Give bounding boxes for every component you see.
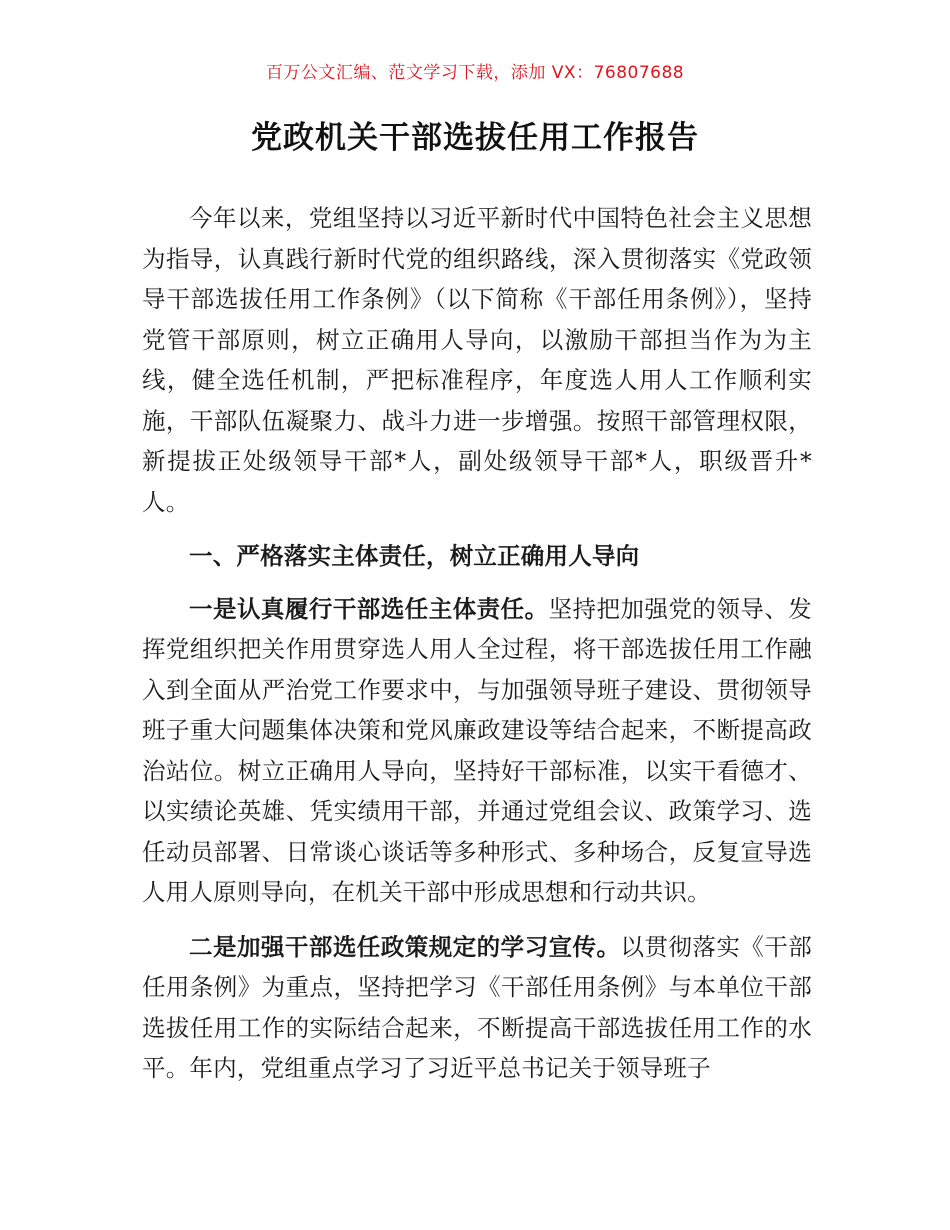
- item-lead-2: 二是加强干部选任政策规定的学习宣传。: [189, 932, 621, 961]
- item-paragraph-1: [142, 589, 812, 913]
- intro-paragraph: 今年以来，党组坚持以习近平新时代中国特色社会主义思想为指导，认真践行新时代党的组织路线，深入贯彻落实《党政领导干部选拔任用工作条例》（以下简称《干部任用条例》），坚持党管干部原则，树立正确用人导向，以激励干部担当作为为主线，健全选任机制，严把标准程序，年度选人用人工作顺利实施，干部队伍凝聚力、战斗力进一步增强。按照干部管理权限，新提拔正处级领导干部*人，副处级领导干部*人，职级晋升*人。: [142, 204, 812, 516]
- item-text-2: 以贯彻落实《干部任用条例》为重点，坚持把学习《干部任用条例》与本单位干部选拔任用工作的实际结合起来，不断提高干部选拔任用工作的水平。年内，党组重点学习了习近平总书记关于领导班子: [142, 932, 812, 1082]
- document-title: 党政机关干部选拔任用工作报告: [251, 120, 699, 156]
- item-lead-1: 一是认真履行干部选任主体责任。: [189, 594, 549, 623]
- item-text-1: 坚持把加强党的领导、发挥党组织把关作用贯穿选人用人全过程，将干部选拔任用工作融入到全面从严治党工作要求中，与加强领导班子建设、贯彻领导班子重大问题集体决策和党风廉政建设等结合起来，不断提高政治站位。树立正确用人导向，坚持好干部标准，以实干看德才、以实绩论英雄、凭实绩用干部，并通过党组会议、政策学习、选任动员部署、日常谈心谈话等多种形式、多种场合，反复宣导选人用人原则导向，在机关干部中形成思想和行动共识。: [142, 594, 812, 906]
- header-note: 百万公文汇编、范文学习下载，添加 VX：76807688: [265, 63, 685, 83]
- section-heading: 一、严格落实主体责任，树立正确用人导向: [189, 542, 640, 570]
- item-paragraph-2: [142, 927, 812, 1089]
- document-body: [142, 198, 812, 1089]
